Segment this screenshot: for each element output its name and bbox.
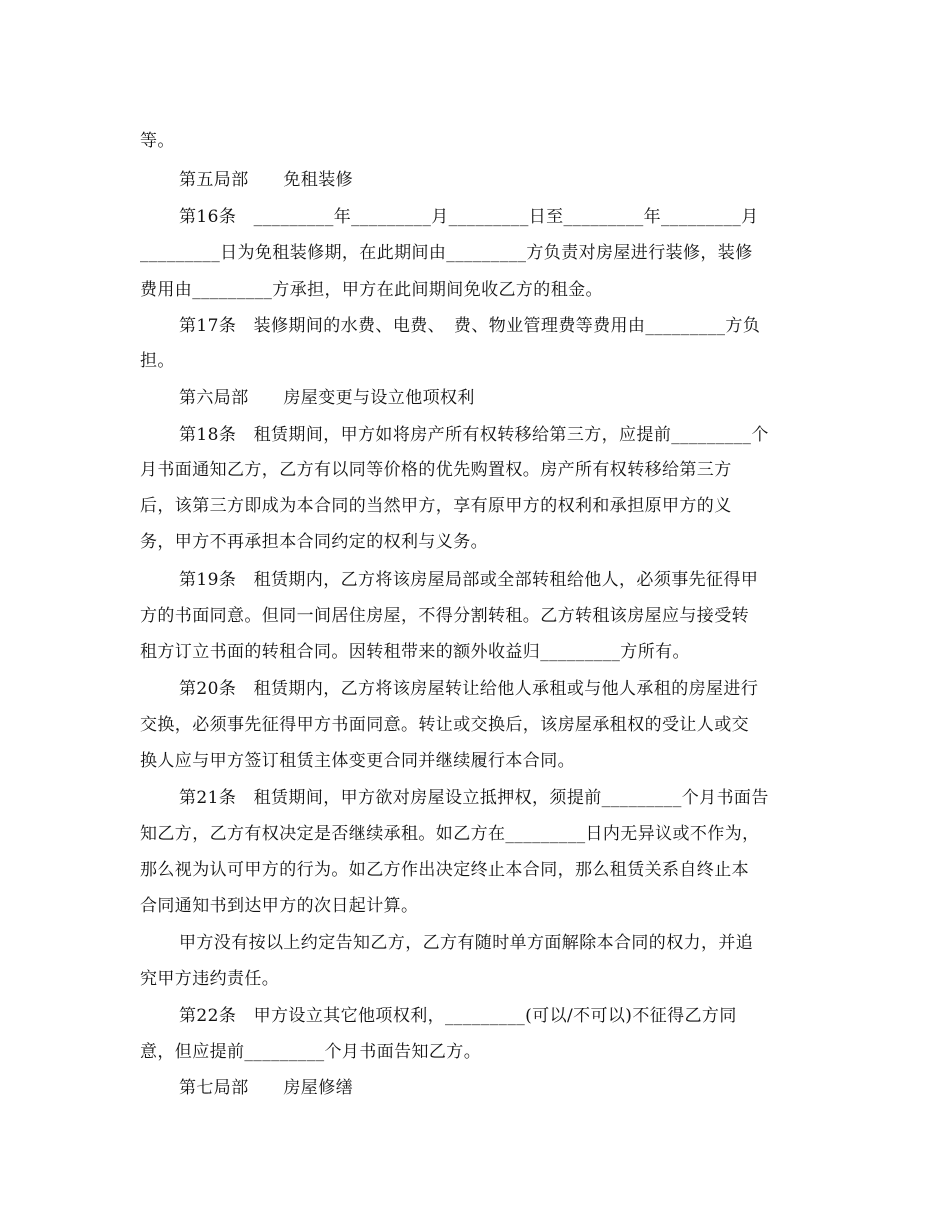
section-heading: 第五局部 免租装修 bbox=[179, 170, 353, 190]
section-heading: 第六局部 房屋变更与设立他项权利 bbox=[179, 388, 475, 408]
text-line: 那么视为认可甲方的行为。如乙方作出决定终止本合同，那么租赁关系自终止本 bbox=[140, 860, 749, 880]
text-line: 务，甲方不再承担本合同约定的权利与义务。 bbox=[140, 532, 488, 552]
text-line: 后，该第三方即成为本合同的当然甲方，享有原甲方的权利和承担原甲方的义 bbox=[140, 496, 732, 516]
text-line: 究甲方违约责任。 bbox=[140, 969, 280, 989]
text-line: 交换，必须事先征得甲方书面同意。转让或交换后，该房屋承租权的受让人或交 bbox=[140, 715, 749, 735]
text-line: 方的书面同意。但同一间居住房屋，不得分割转租。乙方转租该房屋应与接受转 bbox=[140, 606, 749, 626]
text-line: 费用由_________方承担，甲方在此间期间免收乙方的租金。 bbox=[140, 280, 603, 300]
text-line: _________日为免租装修期，在此期间由_________方负责对房屋进行装修，装修 bbox=[140, 243, 753, 263]
text-line: 等。 bbox=[140, 131, 175, 151]
clause-20: 第20条 租赁期内，乙方将该房屋转让给他人承租或与他人承租的房屋进行 bbox=[179, 679, 759, 699]
clause-22: 第22条 甲方设立其它他项权利，_________(可以/不可以)不征得乙方同 bbox=[179, 1006, 737, 1026]
text-line: 担。 bbox=[140, 351, 175, 371]
clause-19: 第19条 租赁期内，乙方将该房屋局部或全部转租给他人，必须事先征得甲 bbox=[179, 570, 759, 590]
clause-21: 第21条 租赁期间，甲方欲对房屋设立抵押权，须提前_________个月书面告 bbox=[179, 788, 769, 808]
clause-16: 第16条 _________年_________月_________日至_________年_________月 bbox=[179, 207, 759, 227]
text-line: 知乙方，乙方有权决定是否继续承租。如乙方在_________日内无异议或不作为， bbox=[140, 824, 760, 844]
text-line: 月书面通知乙方，乙方有以同等价格的优先购置权。房产所有权转移给第三方 bbox=[140, 460, 732, 480]
clause-17: 第17条 装修期间的水费、电费、 费、物业管理费等费用由_________方负 bbox=[179, 316, 761, 336]
clause-18: 第18条 租赁期间，甲方如将房产所有权转移给第三方，应提前_________个 bbox=[179, 425, 769, 445]
text-line: 租方订立书面的转租合同。因转租带来的额外收益归_________方所有。 bbox=[140, 642, 690, 662]
section-heading: 第七局部 房屋修缮 bbox=[179, 1078, 353, 1098]
text-line: 甲方没有按以上约定告知乙方，乙方有随时单方面解除本合同的权力，并追 bbox=[179, 933, 754, 953]
text-line: 换人应与甲方签订租赁主体变更合同并继续履行本合同。 bbox=[140, 751, 575, 771]
text-line: 意，但应提前_________个月书面告知乙方。 bbox=[140, 1042, 482, 1062]
text-line: 合同通知书到达甲方的次日起计算。 bbox=[140, 896, 419, 916]
